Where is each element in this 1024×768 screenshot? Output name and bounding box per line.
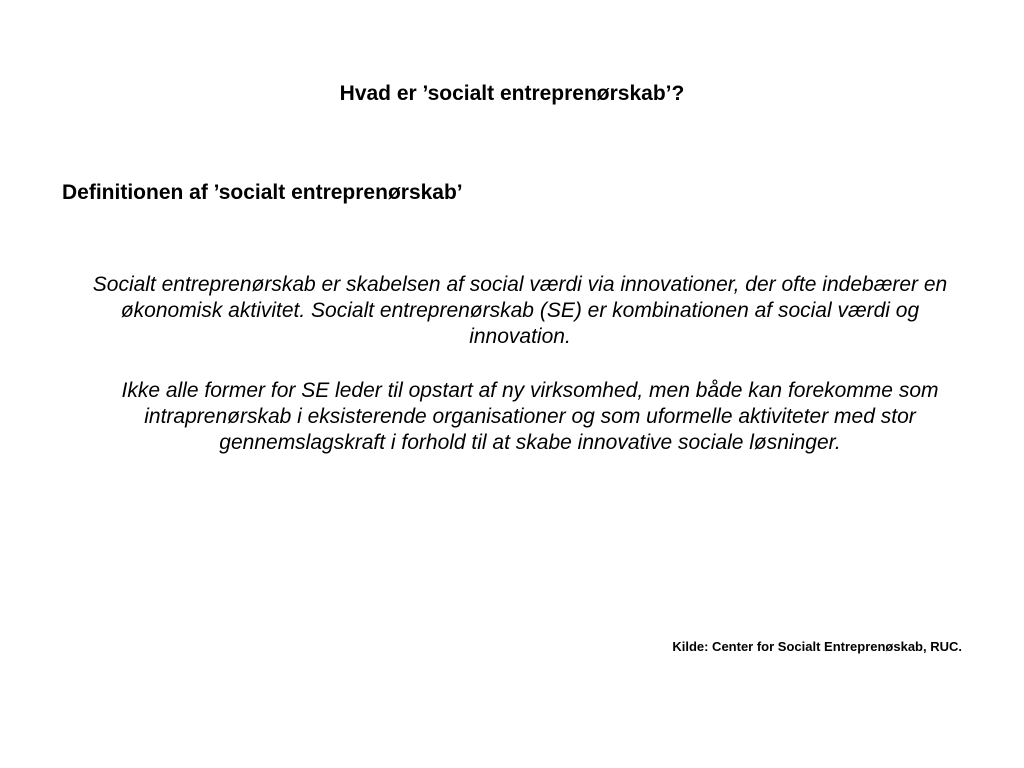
slide-title: Hvad er ’socialt entreprenørskab’? — [339, 82, 685, 105]
source-citation: Kilde: Center for Socialt Entreprenøskab, RUC. — [672, 639, 962, 654]
slide-body — [62, 272, 962, 456]
slide-subtitle: Definitionen af ’socialt entreprenørskab’ — [62, 181, 463, 204]
definition-paragraph: Socialt entreprenørskab er skabelsen af social værdi via innovationer, der ofte indebærer en økonomisk aktivitet. Socialt entreprenørskab (SE) er kombinationen af social værdi og innovation. — [92, 273, 948, 348]
explanation-paragraph: Ikke alle former for SE leder til opstart af ny virksomhed, men både kan forekomme som intraprenørskab i eksisterende organisationer og som uformelle aktiviteter med stor gennemslagskraft i forhold til at skabe innovative sociale løsninger. — [121, 379, 939, 454]
